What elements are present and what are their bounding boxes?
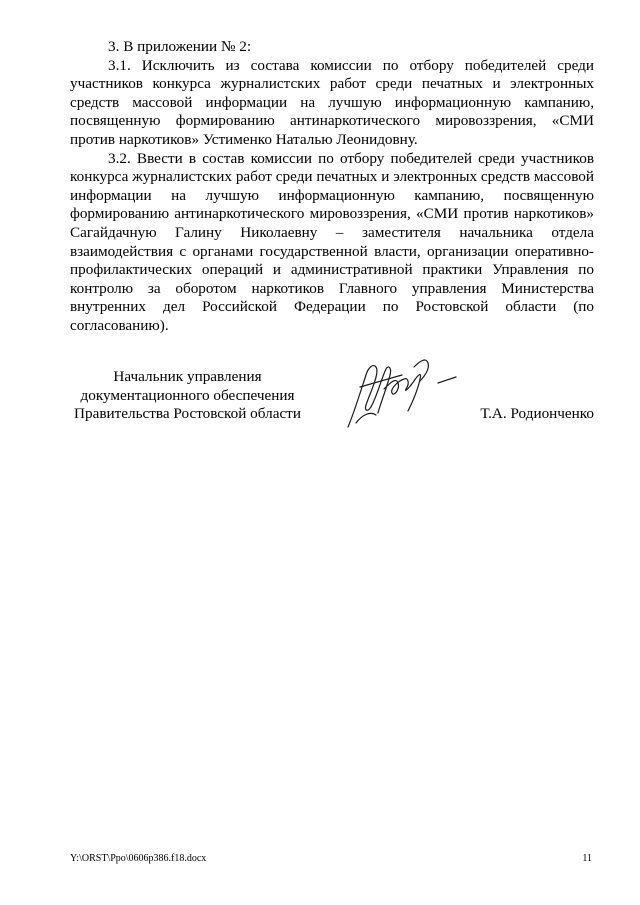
position-line-3: Правительства Ростовской области [74, 405, 301, 423]
paragraph-3-2: 3.2. Ввести в состав комиссии по отбору победителей среди участников конкурса журналистских работ среди печатных и электронных средств массовой информации на лучшую информационную кампанию, посвященную формированию антинаркотического мировоззрения, «СМИ против наркотиков» Сагайдачную Галину Николаевну – заместителя начальника отдела взаимодействия с органами государственной власти, организации оперативно-профилактических операций и административной практики Управления по контролю за оборотом наркотиков Главного управления Министерства внутренних дел Российской Федерации по Ростовской области (по согласованию). [70, 149, 594, 334]
position-line-2: документационного обеспечения [80, 386, 295, 404]
footer-file-path: Y:\ORST\Ppo\0606p386.f18.docx [70, 853, 207, 864]
document-body [70, 38, 594, 336]
section-heading: 3. В приложении № 2: [108, 38, 252, 55]
paragraph-3-1: 3.1. Исключить из состава комиссии по отбору победителей среди участников конкурса журналистских работ среди печатных и электронных средств массовой информации на лучшую информационную кампанию, посвященную формированию антинаркотического мировоззрения, «СМИ против наркотиков» Устименко Наталью Леонидовну. [70, 56, 594, 148]
position-line-1: Начальник управления [113, 368, 262, 385]
signatory-position [70, 368, 305, 424]
signer-name: Т.А. Родионченко [480, 405, 594, 422]
handwritten-signature [340, 353, 460, 433]
footer-page-number: 11 [582, 853, 592, 864]
